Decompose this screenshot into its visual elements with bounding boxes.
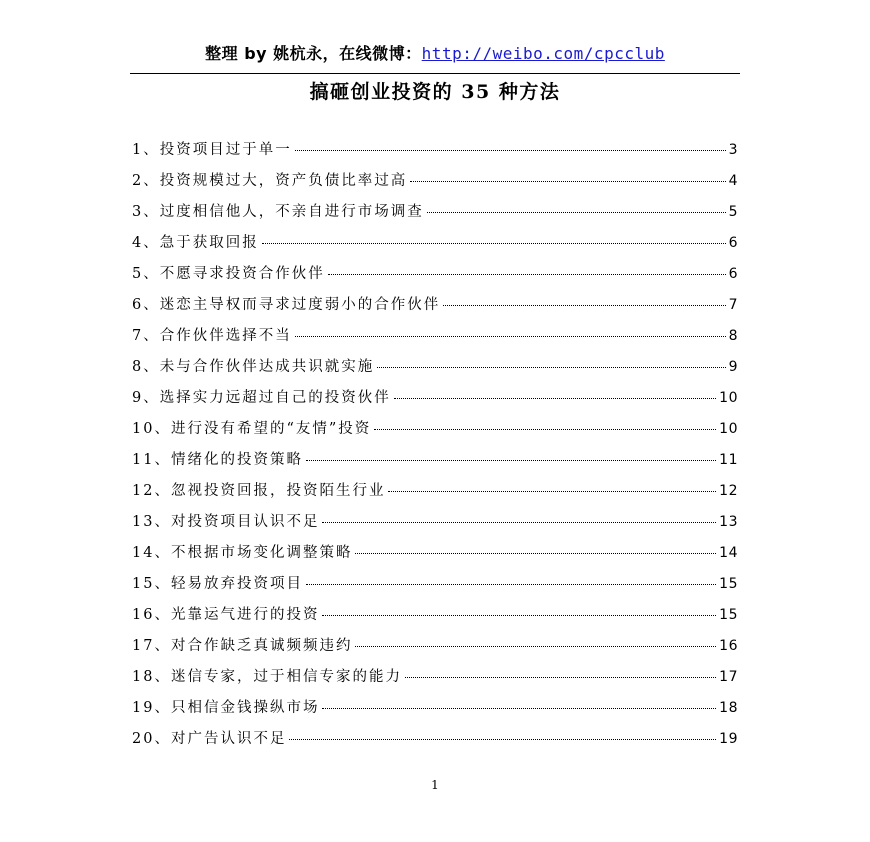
toc-entry[interactable] xyxy=(132,200,738,231)
toc-entry[interactable] xyxy=(132,169,738,200)
toc-dot-leader xyxy=(394,398,716,399)
toc-entry-page: 7 xyxy=(728,297,738,313)
toc-entry-page: 11 xyxy=(719,452,738,468)
toc-entry-page: 3 xyxy=(728,142,738,158)
toc-entry[interactable] xyxy=(132,355,738,386)
toc-dot-leader xyxy=(388,491,716,492)
toc-entry-page: 15 xyxy=(719,576,738,592)
toc-dot-leader xyxy=(322,708,716,709)
toc-dot-leader xyxy=(322,615,716,616)
toc-entry[interactable] xyxy=(132,510,738,541)
toc-entry-text: 12、忽视投资回报，投资陌生行业 xyxy=(132,483,386,499)
page-header xyxy=(130,41,740,64)
toc-entry-text: 20、对广告认识不足 xyxy=(132,731,287,747)
toc-entry[interactable] xyxy=(132,231,738,262)
toc-entry[interactable] xyxy=(132,696,738,727)
toc-dot-leader xyxy=(377,367,725,368)
toc-entry[interactable] xyxy=(132,541,738,572)
toc-entry-page: 5 xyxy=(728,204,738,220)
toc-entry-page: 17 xyxy=(719,669,738,685)
toc-entry-page: 4 xyxy=(728,173,738,189)
toc-entry-page: 10 xyxy=(719,390,738,406)
toc-entry-text: 11、情绪化的投资策略 xyxy=(132,452,303,468)
toc-entry-text: 1、投资项目过于单一 xyxy=(132,142,292,158)
toc-entry-text: 3、过度相信他人，不亲自进行市场调查 xyxy=(132,204,424,220)
toc-entry-text: 5、不愿寻求投资合作伙伴 xyxy=(132,266,325,282)
toc-dot-leader xyxy=(374,429,716,430)
toc-entry-text: 10、进行没有希望的“友情”投资 xyxy=(132,421,372,437)
toc-dot-leader xyxy=(306,584,716,585)
toc-entry-text: 18、迷信专家，过于相信专家的能力 xyxy=(132,669,402,685)
toc-entry-text: 2、投资规模过大，资产负债比率过高 xyxy=(132,173,408,189)
header-credit: 整理 by 姚杭永，在线微博： xyxy=(205,44,422,63)
toc-dot-leader xyxy=(427,212,726,213)
toc-entry-page: 16 xyxy=(719,638,738,654)
document-title: 搞砸创业投资的 35 种方法 xyxy=(309,81,561,103)
toc-entry[interactable] xyxy=(132,448,738,479)
toc-entry[interactable] xyxy=(132,479,738,510)
toc-entry-page: 19 xyxy=(719,731,738,747)
table-of-contents xyxy=(132,138,738,758)
toc-entry[interactable] xyxy=(132,572,738,603)
toc-entry-text: 6、迷恋主导权而寻求过度弱小的合作伙伴 xyxy=(132,297,441,313)
toc-entry-page: 12 xyxy=(719,483,738,499)
toc-entry[interactable] xyxy=(132,262,738,293)
toc-entry-text: 16、光靠运气进行的投资 xyxy=(132,607,320,623)
toc-dot-leader xyxy=(328,274,726,275)
toc-entry-text: 15、轻易放弃投资项目 xyxy=(132,576,303,592)
toc-dot-leader xyxy=(295,336,726,337)
toc-dot-leader xyxy=(355,553,716,554)
toc-entry[interactable] xyxy=(132,603,738,634)
toc-entry-text: 8、未与合作伙伴达成共识就实施 xyxy=(132,359,375,375)
toc-dot-leader xyxy=(443,305,725,306)
toc-entry-page: 6 xyxy=(728,235,738,251)
toc-entry[interactable] xyxy=(132,293,738,324)
toc-entry-page: 6 xyxy=(728,266,738,282)
toc-entry[interactable] xyxy=(132,386,738,417)
toc-dot-leader xyxy=(355,646,716,647)
toc-entry-text: 13、对投资项目认识不足 xyxy=(132,514,320,530)
toc-entry-page: 15 xyxy=(719,607,738,623)
toc-entry-page: 8 xyxy=(728,328,738,344)
toc-dot-leader xyxy=(322,522,716,523)
toc-entry-page: 18 xyxy=(719,700,738,716)
toc-entry-text: 17、对合作缺乏真诚频频违约 xyxy=(132,638,353,654)
toc-entry[interactable] xyxy=(132,324,738,355)
weibo-link[interactable]: http://weibo.com/cpcclub xyxy=(421,44,665,63)
toc-entry-page: 13 xyxy=(719,514,738,530)
toc-dot-leader xyxy=(405,677,716,678)
toc-dot-leader xyxy=(306,460,716,461)
toc-entry-text: 9、选择实力远超过自己的投资伙伴 xyxy=(132,390,391,406)
toc-dot-leader xyxy=(410,181,725,182)
toc-entry-text: 14、不根据市场变化调整策略 xyxy=(132,545,353,561)
toc-dot-leader xyxy=(262,243,726,244)
toc-entry[interactable] xyxy=(132,138,738,169)
toc-entry-page: 10 xyxy=(719,421,738,437)
toc-entry[interactable] xyxy=(132,727,738,758)
toc-entry-text: 19、只相信金钱操纵市场 xyxy=(132,700,320,716)
page-number: 1 xyxy=(431,778,439,792)
toc-entry-text: 4、急于获取回报 xyxy=(132,235,259,251)
toc-entry[interactable] xyxy=(132,417,738,448)
toc-dot-leader xyxy=(295,150,726,151)
toc-entry[interactable] xyxy=(132,634,738,665)
toc-dot-leader xyxy=(289,739,716,740)
toc-entry-text: 7、合作伙伴选择不当 xyxy=(132,328,292,344)
toc-entry-page: 14 xyxy=(719,545,738,561)
header-divider xyxy=(130,73,740,74)
toc-entry[interactable] xyxy=(132,665,738,696)
toc-entry-page: 9 xyxy=(728,359,738,375)
